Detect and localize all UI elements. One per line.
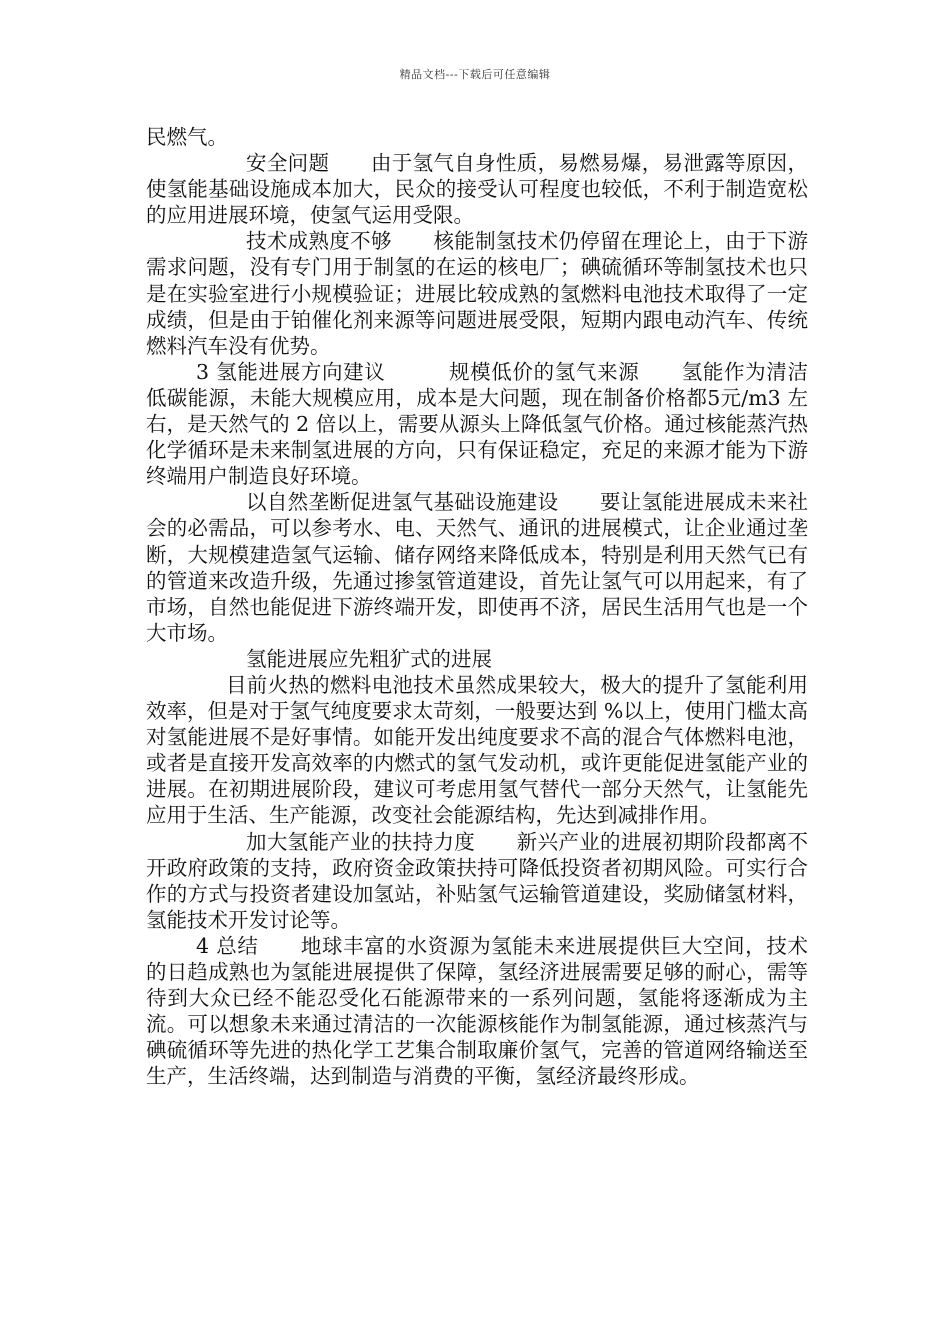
- paragraph-section-3: 3 氢能进展方向建议 规模低价的氢气来源 氢能作为清洁低碳能源，未能大规模应用，成本是大问题，现在制备价格都5元/m3 左右，是天然气的 2 倍以上，需要从源头上降低氢气价格。通过核能蒸汽热化学循环是未来制氢进展的方向，只有保证稳定，充足的来源才能为下游终端用户制造良好环境。: [146, 359, 808, 489]
- paragraph-technology-maturity: 技术成熟度不够 核能制氢技术仍停留在理论上，由于下游需求问题，没有专门用于制氢的在运的核电厂；碘硫循环等制氢技术也只是在实验室进行小规模验证；进展比较成熟的氢燃料电池技术取得了一定成绩，但是由于铂催化剂来源等问题进展受限，短期内跟电动汽车、传统燃料汽车没有优势。: [146, 229, 808, 358]
- paragraph-fuel-cell: 目前火热的燃料电池技术虽然成果较大，极大的提升了氢能利用效率，但是对于氢气纯度要求太苛刻，一般要达到 %以上，使用门槛太高对氢能进展不是好事情。如能开发出纯度要求不高的混合气体燃料电池，或者是直接开发高效率的内燃式的氢气发动机，或许更能促进氢能产业的进展。在初期进展阶段，建议可考虑用氢气替代一部分天然气，让氢能先应用于生活、生产能源，改变社会能源结构，先达到减排作用。: [146, 672, 808, 828]
- paragraph-safety-issue: 安全问题 由于氢气自身性质，易燃易爆，易泄露等原因，使氢能基础设施成本加大，民众的接受认可程度也较低，不利于制造宽松的应用进展环境，使氢气运用受限。: [146, 151, 808, 228]
- paragraph-support: 加大氢能产业的扶持力度 新兴产业的进展初期阶段都离不开政府政策的支持，政府资金政策扶持可降低投资者初期风险。可实行合作的方式与投资者建设加氢站，补贴氢气运输管道建设，奖励储氢材料，氢能技术开发讨论等。: [146, 829, 808, 932]
- paragraph-subheading-extensive: 氢能进展应先粗犷式的进展: [246, 646, 492, 671]
- document-body: [146, 124, 808, 1089]
- paragraph-continuation: 民燃气。: [146, 125, 228, 149]
- paragraph-section-4-summary: 4 总结 地球丰富的水资源为氢能未来进展提供巨大空间，技术的日趋成熟也为氢能进展提供了保障，氢经济进展需要足够的耐心，需等待到大众已经不能忍受化石能源带来的一系列问题，氢能将逐渐成为主流。可以想象未来通过清洁的一次能源核能作为制氢能源，通过核蒸汽与碘硫循环等先进的热化学工艺集合制取廉价氢气，完善的管道网络输送至生产，生活终端，达到制造与消费的平衡，氢经济最终形成。: [146, 933, 808, 1089]
- page-header: 精品文档---下载后可任意编辑: [399, 68, 551, 81]
- paragraph-natural-monopoly: 以自然垄断促进氢气基础设施建设 要让氢能进展成未来社会的必需品，可以参考水、电、天然气、通讯的进展模式，让企业通过垄断，大规模建造氢气运输、储存网络来降低成本，特别是利用天然气已有的管道来改造升级，先通过掺氢管道建设，首先让氢气可以用起来，有了市场，自然也能促进下游终端开发，即使再不济，居民生活用气也是一个大市场。: [146, 490, 808, 645]
